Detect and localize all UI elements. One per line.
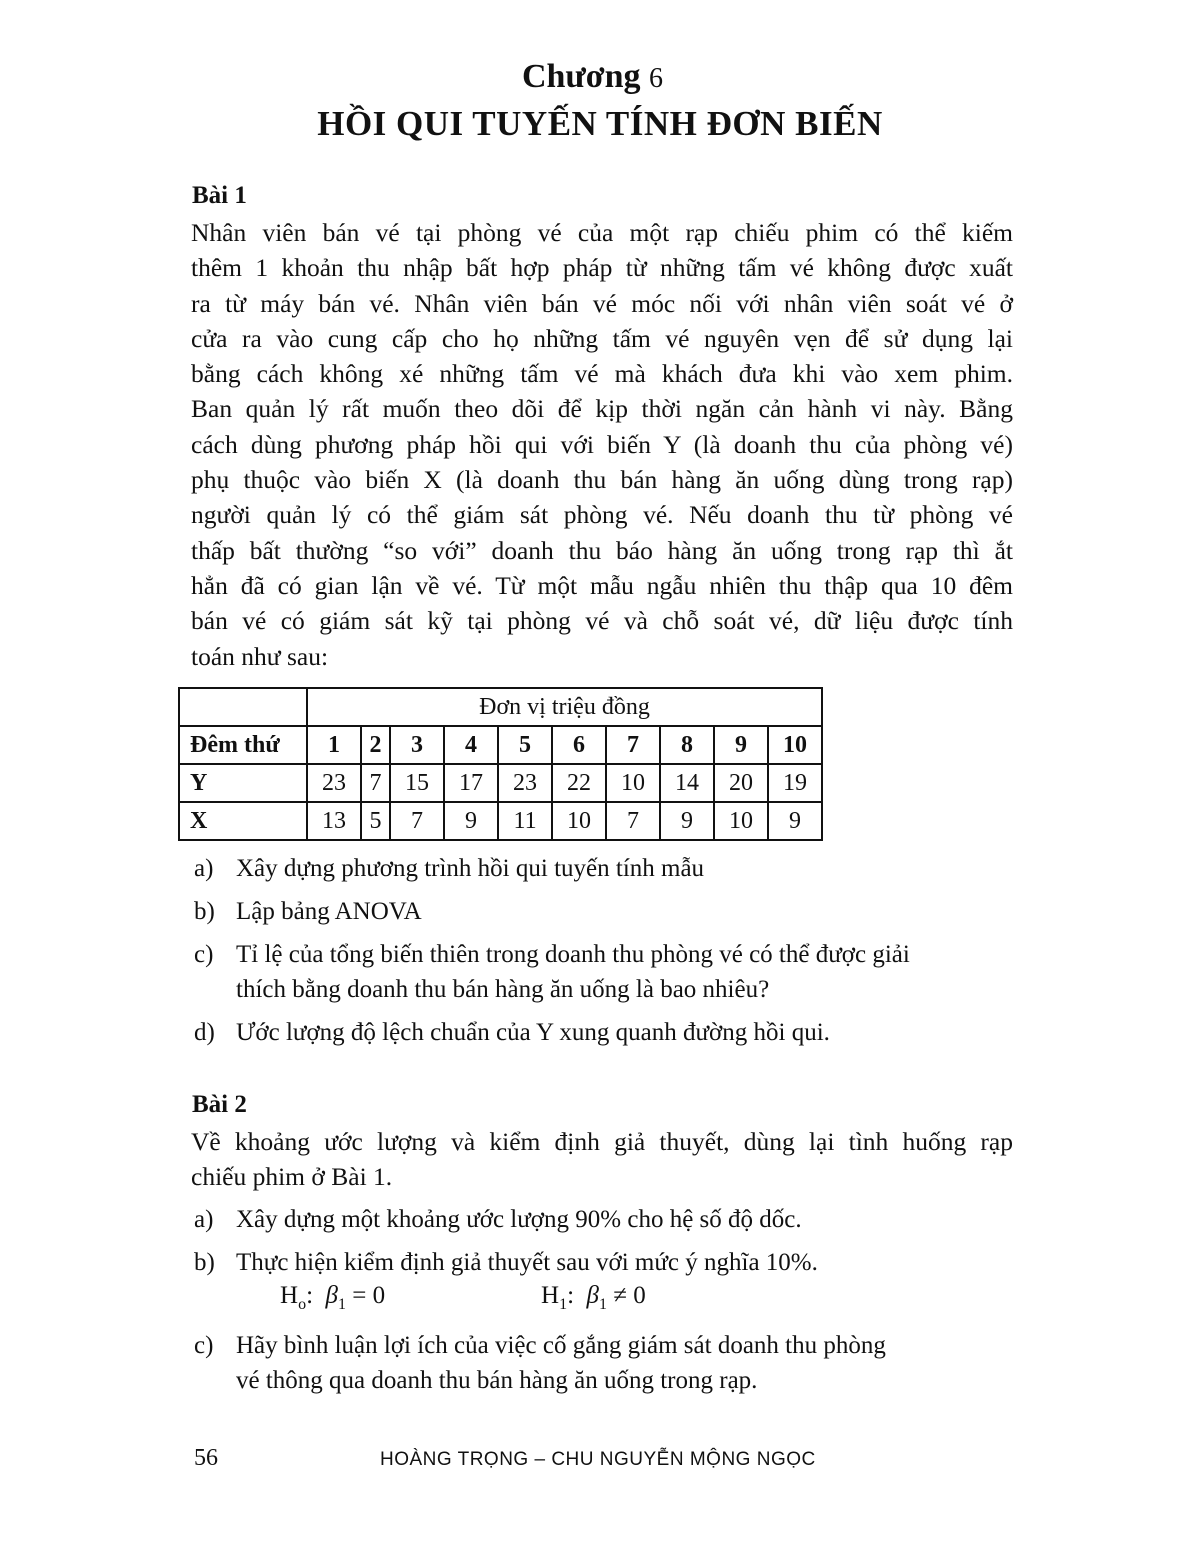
table-cell: 20 [714,764,768,802]
paragraph-line: bán vé có giám sát kỹ tại phòng vé và chỗ soát vé, dữ liệu được tính [191,606,1013,636]
item-label: d) [194,1019,215,1046]
paragraph-line: toán như sau: [191,641,329,671]
page-number: 56 [194,1445,218,1471]
table-cell: 2 [361,726,390,764]
table-cell: 7 [606,802,660,840]
h0-relation: = 0 [352,1282,386,1309]
h1-subscript: 1 [559,1296,568,1313]
h1-beta-subscript: 1 [598,1296,607,1313]
table-cell: 19 [768,764,822,802]
table-cell: 7 [390,802,444,840]
item-text: Thực hiện kiểm định giả thuyết sau với mức ý nghĩa 10%. [236,1249,818,1276]
table-cell: 9 [660,802,714,840]
item-text: thích bằng doanh thu bán hàng ăn uống là bao nhiêu? [236,976,770,1003]
chapter-heading [0,58,1185,96]
paragraph-line: thêm 1 khoản thu nhập bất hợp pháp từ những tấm vé không được xuất [191,253,1013,283]
item-label: a) [194,1206,214,1233]
exercise-1-item-c [194,937,910,1007]
table-row-y [179,764,822,802]
h1-beta: β [586,1282,599,1309]
item-label: b) [194,898,215,925]
exercise-1-heading: Bài 1 [192,182,247,209]
item-text: Xây dựng một khoảng ước lượng 90% cho hệ số độ dốc. [236,1206,802,1233]
row-label-nights: Đêm thứ [179,726,307,764]
item-text: Ước lượng độ lệch chuẩn của Y xung quanh đường hồi qui. [236,1019,830,1046]
table-cell: 10 [768,726,822,764]
table-row-x [179,802,822,840]
paragraph-line: cửa ra vào cung cấp cho họ những tấm vé nguyên vẹn để sử dụng lại [191,323,1013,353]
chapter-label: Chương [521,58,641,95]
table-unit-row [179,688,822,726]
chapter-title: HỒI QUI TUYẾN TÍNH ĐƠN BIẾN [317,104,883,143]
running-footer-authors: HOÀNG TRỌNG – CHU NGUYỄN MỘNG NGỌC [380,1449,816,1470]
item-text: vé thông qua doanh thu bán hàng ăn uống trong rạp. [236,1367,758,1394]
paragraph-line: hẳn đã có gian lận về vé. Từ một mẫu ngẫu nhiên thu thập qua 10 đêm [191,570,1013,600]
table-cell: 17 [444,764,498,802]
table-cell: 1 [307,726,361,764]
row-label-y: Y [179,764,307,802]
item-label: b) [194,1249,215,1276]
table-cell: 23 [307,764,361,802]
table-cell: 14 [660,764,714,802]
paragraph-line: bằng cách không xé những tấm vé mà khách đưa khi vào xem phim. [191,359,1013,389]
paragraph-line: phụ thuộc vào biến X (là doanh thu bán hàng ăn uống dùng trong rạp) [191,465,1013,495]
exercise-1-item-b [194,894,422,929]
item-label: c) [194,1332,214,1359]
null-hypothesis [280,1282,385,1314]
exercise-2-item-b [194,1245,818,1280]
item-text: Xây dựng phương trình hồi qui tuyến tính mẫu [236,855,705,882]
h0-subscript: o [298,1296,307,1313]
table-unit-cell: Đơn vị triệu đồng [307,688,822,726]
exercise-2-paragraph [191,1124,1013,1195]
item-text: Lập bảng ANOVA [236,898,422,925]
h0-colon: : [306,1282,314,1309]
table-cell: 10 [606,764,660,802]
table-cell: 9 [444,802,498,840]
exercise-2-heading: Bài 2 [192,1091,247,1118]
h0-symbol: H [280,1282,299,1309]
table-cell: 23 [498,764,552,802]
exercise-1-paragraph [191,215,1013,674]
exercise-2-item-c [194,1328,886,1398]
exercise-2-item-a [194,1202,802,1237]
table-cell: 10 [714,802,768,840]
table-cell: 7 [606,726,660,764]
table-row-nights [179,726,822,764]
item-text: Hãy bình luận lợi ích của việc cố gắng giám sát doanh thu phòng [236,1332,886,1359]
table-cell: 9 [714,726,768,764]
paragraph-line: Về khoảng ước lượng và kiểm định giả thuyết, dùng lại tình huống rạp [191,1127,1013,1156]
table-corner-cell [179,688,307,726]
table-cell: 11 [498,802,552,840]
h0-beta: β [325,1282,338,1309]
exercise-1-item-a [194,851,704,886]
paragraph-line: cách dùng phương pháp hồi qui với biến Y (là doanh thu của phòng vé) [191,429,1013,459]
paragraph-line: người quản lý có thể giám sát phòng vé. Nếu doanh thu từ phòng vé [191,500,1013,530]
alternative-hypothesis [541,1282,646,1314]
h1-symbol: H [541,1282,560,1309]
table-cell: 10 [552,802,606,840]
data-table [178,687,823,841]
chapter-number: 6 [649,63,664,94]
h1-relation: ≠ 0 [613,1282,646,1309]
item-label: a) [194,855,214,882]
exercise-1-item-d [194,1015,830,1050]
table-cell: 22 [552,764,606,802]
table-cell: 5 [361,802,390,840]
paragraph-line: chiếu phim ở Bài 1. [191,1162,393,1192]
paragraph-line: Nhân viên bán vé tại phòng vé của một rạp chiếu phim có thể kiếm [191,218,1013,247]
table-cell: 13 [307,802,361,840]
table-cell: 5 [498,726,552,764]
paragraph-line: ra từ máy bán vé. Nhân viên bán vé móc nối với nhân viên soát vé ở [191,288,1013,318]
table-cell: 3 [390,726,444,764]
table-cell: 6 [552,726,606,764]
h1-colon: : [567,1282,575,1309]
table-cell: 7 [361,764,390,802]
table-cell: 9 [768,802,822,840]
table-cell: 8 [660,726,714,764]
item-text: Tỉ lệ của tổng biến thiên trong doanh thu phòng vé có thể được giải [236,941,910,968]
paragraph-line: thấp bất thường “so với” doanh thu báo hàng ăn uống trong rạp thì ắt [191,535,1013,565]
item-label: c) [194,941,214,968]
table-cell: 15 [390,764,444,802]
h0-beta-subscript: 1 [337,1296,346,1313]
paragraph-line: Ban quản lý rất muốn theo dõi để kịp thời ngăn cản hành vi này. Bằng [191,394,1013,424]
row-label-x: X [179,802,307,840]
table-cell: 4 [444,726,498,764]
